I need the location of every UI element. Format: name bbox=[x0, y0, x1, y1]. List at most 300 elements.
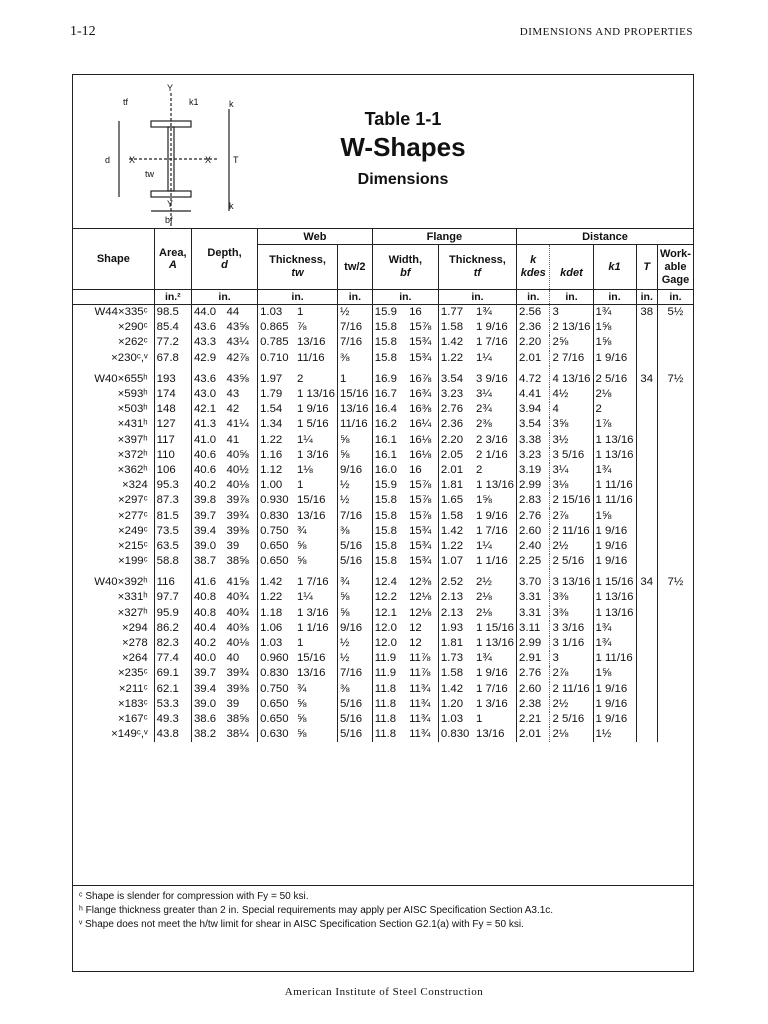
table-cell: 12⅛ bbox=[409, 606, 432, 619]
table-cell: 15.8 bbox=[372, 554, 407, 569]
col-web-half: tw/2 bbox=[337, 245, 372, 290]
table-cell bbox=[636, 402, 657, 417]
table-cell: 5/16 bbox=[337, 727, 372, 742]
table-cell: 16⅛ bbox=[409, 433, 432, 446]
table-cell: 1.18 bbox=[258, 606, 295, 621]
table-cell: 0.865 bbox=[258, 320, 295, 335]
table-cell: 38¼ bbox=[226, 728, 249, 741]
table-cell: ¾ bbox=[296, 682, 307, 695]
table-row bbox=[73, 305, 693, 321]
table-cell: 2.99 bbox=[517, 478, 550, 493]
table-cell: 2 bbox=[475, 463, 483, 476]
table-cell: 1.42 bbox=[258, 569, 295, 590]
table-row bbox=[73, 463, 693, 478]
table-cell bbox=[657, 554, 693, 569]
table-cell: 2⅛ bbox=[475, 591, 492, 604]
table-cell: 38.6 bbox=[191, 712, 224, 727]
table-cell: 40.0 bbox=[191, 651, 224, 666]
table-cell: 95.9 bbox=[154, 606, 191, 621]
table-cell bbox=[657, 508, 693, 523]
table-cell: 41¼ bbox=[226, 418, 249, 431]
table-cell: 12.4 bbox=[372, 569, 407, 590]
table-cell: 42.1 bbox=[191, 402, 224, 417]
table-cell: 13/16 bbox=[475, 728, 505, 741]
table-cell bbox=[657, 433, 693, 448]
table-cell: ⅝ bbox=[337, 448, 372, 463]
table-cell: 1 9/16 bbox=[593, 697, 636, 712]
shape-cell: W40×392ʰ bbox=[94, 576, 148, 589]
table-cell: 13/16 bbox=[296, 509, 326, 522]
shape-cell: ×249ᶜ bbox=[117, 524, 148, 537]
table-cell: 2.60 bbox=[517, 524, 550, 539]
table-cell bbox=[657, 636, 693, 651]
table-row bbox=[73, 651, 693, 666]
table-cell: 40.6 bbox=[191, 448, 224, 463]
table-cell bbox=[636, 590, 657, 605]
table-row bbox=[73, 554, 693, 569]
table-cell: 1 9/16 bbox=[593, 554, 636, 569]
table-cell: 3⅛ bbox=[550, 478, 593, 493]
table-row bbox=[73, 727, 693, 742]
table-cell: 4.72 bbox=[517, 366, 550, 387]
table-row bbox=[73, 366, 693, 387]
table-cell: 9/16 bbox=[337, 621, 372, 636]
table-cell: 4½ bbox=[550, 387, 593, 402]
table-cell: 2⅞ bbox=[550, 508, 593, 523]
table-cell: 5/16 bbox=[337, 554, 372, 569]
units-shape bbox=[73, 290, 154, 305]
diagram-label: Y bbox=[167, 83, 174, 93]
table-cell: 15⅞ bbox=[409, 494, 432, 507]
table-cell: 148 bbox=[154, 402, 191, 417]
table-cell: 40.2 bbox=[191, 478, 224, 493]
table-cell: 38.2 bbox=[191, 727, 224, 742]
table-cell: 39.4 bbox=[191, 682, 224, 697]
table-cell: 1.06 bbox=[258, 621, 295, 636]
table-row bbox=[73, 351, 693, 366]
unit: in. bbox=[517, 290, 550, 305]
table-cell: 1 5/16 bbox=[296, 418, 329, 431]
col-shape: Shape bbox=[73, 229, 154, 290]
table-cell: 1.42 bbox=[438, 524, 474, 539]
table-cell: 40.8 bbox=[191, 606, 224, 621]
table-cell: 15.8 bbox=[372, 508, 407, 523]
table-cell: 16.7 bbox=[372, 387, 407, 402]
table-cell: 2.13 bbox=[438, 590, 474, 605]
table-cell: 11¾ bbox=[409, 712, 431, 725]
table-cell: ⅜ bbox=[337, 682, 372, 697]
unit: in. bbox=[191, 290, 257, 305]
page-footer: American Institute of Steel Construction bbox=[284, 986, 484, 998]
table-cell bbox=[657, 463, 693, 478]
table-cell: 1 3/16 bbox=[296, 448, 329, 461]
table-cell: 11⅞ bbox=[409, 652, 431, 665]
table-cell bbox=[636, 335, 657, 350]
table-cell: 2.56 bbox=[517, 305, 550, 321]
table-cell: 1 7/16 bbox=[475, 336, 508, 349]
table-cell: 1.42 bbox=[438, 335, 474, 350]
table-cell: 2⅛ bbox=[550, 727, 593, 742]
shape-cell: W40×655ʰ bbox=[94, 372, 148, 385]
table-cell: 3 1/16 bbox=[550, 636, 593, 651]
table-cell bbox=[657, 621, 693, 636]
table-cell: ½ bbox=[337, 636, 372, 651]
table-cell: 2 11/16 bbox=[550, 524, 593, 539]
table-cell: ⅝ bbox=[337, 433, 372, 448]
table-row bbox=[73, 539, 693, 554]
table-cell: 3.31 bbox=[517, 590, 550, 605]
table-cell bbox=[657, 666, 693, 681]
table-cell bbox=[636, 508, 657, 523]
table-cell: 3 9/16 bbox=[475, 372, 508, 385]
table-cell: 1⅝ bbox=[593, 320, 636, 335]
table-cell bbox=[657, 727, 693, 742]
diagram-label: bf bbox=[165, 215, 173, 225]
table-row bbox=[73, 508, 693, 523]
table-cell: 15¾ bbox=[409, 336, 432, 349]
table-cell: 193 bbox=[154, 366, 191, 387]
table-cell: 16⅞ bbox=[409, 372, 432, 385]
table-cell: 2.01 bbox=[438, 463, 474, 478]
table-cell: 1 13/16 bbox=[296, 388, 335, 401]
table-cell bbox=[636, 712, 657, 727]
table-cell: 2 5/16 bbox=[550, 712, 593, 727]
table-cell: 2¾ bbox=[475, 403, 492, 416]
table-cell: 1 9/16 bbox=[593, 712, 636, 727]
col-distance: Distance bbox=[517, 229, 694, 245]
table-cell: 43¼ bbox=[226, 336, 249, 349]
table-cell: 1¾ bbox=[593, 621, 636, 636]
table-cell: 0.930 bbox=[258, 493, 295, 508]
diagram-label: k bbox=[229, 201, 234, 211]
table-cell: 1 1/16 bbox=[475, 555, 508, 568]
table-cell: 3.94 bbox=[517, 402, 550, 417]
table-cell bbox=[657, 493, 693, 508]
table-cell bbox=[636, 682, 657, 697]
table-cell: 1.12 bbox=[258, 463, 295, 478]
table-cell: 1 7/16 bbox=[475, 524, 508, 537]
table-cell: 1 9/16 bbox=[593, 682, 636, 697]
table-cell: 38.7 bbox=[191, 554, 224, 569]
table-cell: 116 bbox=[154, 569, 191, 590]
table-cell: 43⅝ bbox=[226, 321, 249, 334]
table-cell: 67.8 bbox=[154, 351, 191, 366]
table-cell: 42.9 bbox=[191, 351, 224, 366]
table-cell: 1.54 bbox=[258, 402, 295, 417]
table-cell: 11.8 bbox=[372, 697, 407, 712]
table-cell: 3.54 bbox=[517, 417, 550, 432]
table-cell: 1 1/16 bbox=[296, 621, 329, 634]
table-cell: 15.8 bbox=[372, 320, 407, 335]
table-cell: 77.2 bbox=[154, 335, 191, 350]
table-cell: 2 11/16 bbox=[550, 682, 593, 697]
table-cell: 2.83 bbox=[517, 493, 550, 508]
table-cell: 0.750 bbox=[258, 524, 295, 539]
unit: in. bbox=[438, 290, 516, 305]
table-cell: 0.650 bbox=[258, 697, 295, 712]
table-cell: 3⅜ bbox=[550, 590, 593, 605]
table-cell: 39¾ bbox=[226, 667, 249, 680]
table-cell bbox=[636, 448, 657, 463]
table-cell bbox=[657, 606, 693, 621]
table-cell bbox=[657, 697, 693, 712]
table-cell: 1¼ bbox=[475, 351, 492, 364]
table-cell: 1⅛ bbox=[296, 463, 313, 476]
table-cell: 39 bbox=[226, 539, 240, 552]
table-cell: 2.36 bbox=[438, 417, 474, 432]
table-cell: 11.9 bbox=[372, 666, 407, 681]
table-row bbox=[73, 402, 693, 417]
table-cell: 34 bbox=[636, 366, 657, 387]
table-cell: 9/16 bbox=[337, 463, 372, 478]
shape-cell: ×211ᶜ bbox=[118, 682, 148, 695]
col-depth: Depth, d bbox=[191, 229, 257, 290]
shape-cell: ×277ᶜ bbox=[117, 509, 148, 522]
table-cell bbox=[636, 554, 657, 569]
table-row bbox=[73, 636, 693, 651]
col-area: Area, A bbox=[154, 229, 191, 290]
table-cell: 15¾ bbox=[409, 524, 432, 537]
table-cell: 41.6 bbox=[191, 569, 224, 590]
table-cell: 1.77 bbox=[438, 305, 474, 321]
shape-cell: ×149ᶜ,ᵛ bbox=[111, 728, 148, 741]
table-cell: 0.650 bbox=[258, 554, 295, 569]
table-cell: 12.0 bbox=[372, 636, 407, 651]
table-cell: 41.0 bbox=[191, 433, 224, 448]
table-cell: 15/16 bbox=[296, 494, 326, 507]
table-cell: 16⅜ bbox=[409, 403, 432, 416]
table-cell: 2.25 bbox=[517, 554, 550, 569]
table-cell: ⅜ bbox=[337, 351, 372, 366]
diagram-label: X bbox=[205, 155, 212, 165]
unit: in.² bbox=[154, 290, 191, 305]
table-cell bbox=[636, 463, 657, 478]
table-cell: 1 9/16 bbox=[296, 403, 329, 416]
table-cell bbox=[657, 478, 693, 493]
table-cell: 0.650 bbox=[258, 539, 295, 554]
table-cell: 1.20 bbox=[438, 697, 474, 712]
table-cell: 2 13/16 bbox=[550, 320, 593, 335]
table-cell: 15.8 bbox=[372, 351, 407, 366]
table-cell: 39.7 bbox=[191, 508, 224, 523]
table-cell: 39⅜ bbox=[226, 524, 249, 537]
table-cell: 15.8 bbox=[372, 524, 407, 539]
unit: in. bbox=[258, 290, 338, 305]
table-cell: 1 bbox=[296, 637, 304, 650]
table-cell: 5/16 bbox=[337, 712, 372, 727]
table-cell: 1¼ bbox=[296, 433, 313, 446]
table-cell: 3½ bbox=[550, 433, 593, 448]
table-cell: 97.7 bbox=[154, 590, 191, 605]
table-cell: 3.23 bbox=[517, 448, 550, 463]
table-cell: 12 bbox=[409, 637, 422, 650]
table-cell: 2.01 bbox=[517, 351, 550, 366]
table-cell: 5/16 bbox=[337, 697, 372, 712]
table-cell: 41⅝ bbox=[226, 576, 249, 589]
table-cell: 1.22 bbox=[438, 351, 474, 366]
table-row bbox=[73, 387, 693, 402]
table-cell: 5½ bbox=[657, 305, 693, 321]
table-body bbox=[73, 305, 693, 743]
table-cell: 3.70 bbox=[517, 569, 550, 590]
shape-cell: W44×335ᶜ bbox=[94, 306, 148, 319]
table-cell: 15.9 bbox=[372, 305, 407, 321]
shape-cell: ×431ʰ bbox=[117, 418, 148, 431]
table-cell: 1 3/16 bbox=[296, 606, 329, 619]
footnote: ᶜ Shape is slender for compression with Fy = 50 ksi. bbox=[79, 891, 309, 902]
table-cell bbox=[657, 448, 693, 463]
table-cell: 1.73 bbox=[438, 651, 474, 666]
table-cell: 3⅝ bbox=[550, 417, 593, 432]
table-cell: 43.8 bbox=[154, 727, 191, 742]
table-number: Table 1-1 bbox=[364, 109, 442, 129]
table-cell: 11¾ bbox=[409, 697, 431, 710]
table-cell: 1⅞ bbox=[593, 417, 636, 432]
table-cell: 11¾ bbox=[409, 682, 431, 695]
table-cell: 0.960 bbox=[258, 651, 295, 666]
table-cell: 0.830 bbox=[258, 508, 295, 523]
table-cell: 1¾ bbox=[593, 636, 636, 651]
table-cell: 1 9/16 bbox=[475, 321, 508, 334]
table-cell: 1.93 bbox=[438, 621, 474, 636]
table-cell: 1.07 bbox=[438, 554, 474, 569]
table-cell: ¾ bbox=[337, 569, 372, 590]
table-cell: 1 bbox=[475, 712, 483, 725]
shape-cell: ×331ʰ bbox=[117, 591, 148, 604]
table-row bbox=[73, 478, 693, 493]
table-cell: 110 bbox=[154, 448, 191, 463]
unit: in. bbox=[636, 290, 657, 305]
table-cell bbox=[657, 417, 693, 432]
footnote: ʰ Flange thickness greater than 2 in. Special requirements may apply per AISC Specification Section A3.1c. bbox=[79, 905, 554, 916]
table-cell: 0.650 bbox=[258, 712, 295, 727]
table-cell: 15.8 bbox=[372, 493, 407, 508]
table-cell: 1⅝ bbox=[593, 508, 636, 523]
unit: in. bbox=[593, 290, 636, 305]
col-T: T bbox=[636, 245, 657, 290]
table-cell: 2 5/16 bbox=[550, 554, 593, 569]
title-block bbox=[273, 109, 533, 189]
table-cell: 1 13/16 bbox=[475, 637, 514, 650]
table-cell: 1 11/16 bbox=[593, 493, 636, 508]
table-cell: 1.00 bbox=[258, 478, 295, 493]
table-cell: 39.7 bbox=[191, 666, 224, 681]
table-cell bbox=[636, 697, 657, 712]
table-row bbox=[73, 524, 693, 539]
shape-cell: ×503ʰ bbox=[117, 403, 148, 416]
diagram-label: Y bbox=[167, 199, 174, 209]
table-row bbox=[73, 621, 693, 636]
table-cell: 40⅜ bbox=[226, 621, 249, 634]
table-cell: 1.58 bbox=[438, 320, 474, 335]
unit: in. bbox=[550, 290, 593, 305]
table-cell: 15.8 bbox=[372, 335, 407, 350]
table-cell: 2.76 bbox=[517, 508, 550, 523]
table-cell bbox=[636, 417, 657, 432]
table-cell: 4 13/16 bbox=[550, 366, 593, 387]
table-cell bbox=[636, 387, 657, 402]
shape-cell: ×290ᶜ bbox=[117, 321, 148, 334]
table-cell: 2 1/16 bbox=[475, 448, 508, 461]
table-title: W-Shapes bbox=[340, 132, 466, 162]
table-cell: 2.76 bbox=[438, 402, 474, 417]
table-cell: 1 bbox=[296, 479, 304, 492]
table-cell: 34 bbox=[636, 569, 657, 590]
shape-cell: ×372ʰ bbox=[117, 448, 148, 461]
table-cell: ⅝ bbox=[337, 590, 372, 605]
table-cell: 16 bbox=[409, 463, 422, 476]
table-cell: 15⅞ bbox=[409, 321, 432, 334]
table-row bbox=[73, 335, 693, 350]
table-cell: ⅝ bbox=[296, 555, 307, 568]
table-cell: 1 3/16 bbox=[475, 697, 508, 710]
table-cell: 12⅜ bbox=[409, 576, 432, 589]
table-cell: 40 bbox=[226, 652, 240, 665]
table-cell: 2 bbox=[296, 372, 304, 385]
table-frame bbox=[72, 74, 694, 972]
shape-cell: ×264 bbox=[122, 652, 148, 665]
table-cell: 13/16 bbox=[337, 402, 372, 417]
table-cell: 1 13/16 bbox=[593, 433, 636, 448]
table-cell: 1 15/16 bbox=[475, 621, 514, 634]
footnote: ᵛ Shape does not meet the h/tw limit for shear in AISC Specification Section G2.1(a) with Fy = 50 ksi. bbox=[79, 919, 524, 930]
table-cell: 0.630 bbox=[258, 727, 295, 742]
table-cell bbox=[636, 539, 657, 554]
table-cell: 2.76 bbox=[517, 666, 550, 681]
table-cell: 1.16 bbox=[258, 448, 295, 463]
table-cell: 1 9/16 bbox=[593, 539, 636, 554]
table-cell: 1 13/16 bbox=[593, 448, 636, 463]
table-cell: 15.9 bbox=[372, 478, 407, 493]
table-cell: 1 bbox=[337, 366, 372, 387]
table-cell: 42 bbox=[226, 403, 240, 416]
shape-cell: ×362ʰ bbox=[117, 463, 148, 476]
table-cell: ⅜ bbox=[337, 524, 372, 539]
table-cell: 2.13 bbox=[438, 606, 474, 621]
table-cell: 39.0 bbox=[191, 697, 224, 712]
table-cell bbox=[636, 433, 657, 448]
table-cell bbox=[636, 666, 657, 681]
table-cell: 39⅜ bbox=[226, 682, 249, 695]
table-cell: 4 bbox=[550, 402, 593, 417]
table-cell: 11.8 bbox=[372, 712, 407, 727]
table-cell: 1¾ bbox=[593, 305, 636, 321]
table-cell: 40⅛ bbox=[226, 637, 249, 650]
table-cell: 15¾ bbox=[409, 539, 432, 552]
table-cell: 1.79 bbox=[258, 387, 295, 402]
table-cell bbox=[657, 351, 693, 366]
shape-cell: ×297ᶜ bbox=[117, 494, 148, 507]
table-cell: 16 bbox=[409, 306, 422, 319]
page-header: DIMENSIONS AND PROPERTIES bbox=[519, 26, 693, 38]
diagram-label: tw bbox=[145, 169, 154, 179]
table-cell: ⅝ bbox=[337, 606, 372, 621]
shape-cell: ×230ᶜ,ᵛ bbox=[111, 351, 148, 364]
table-cell: 85.4 bbox=[154, 320, 191, 335]
table-cell: 2.01 bbox=[517, 727, 550, 742]
table-cell: 3.31 bbox=[517, 606, 550, 621]
table-cell bbox=[636, 636, 657, 651]
table-cell: 2.40 bbox=[517, 539, 550, 554]
table-cell: 1.97 bbox=[258, 366, 295, 387]
table-cell: 0.785 bbox=[258, 335, 295, 350]
table-cell: 1.42 bbox=[438, 682, 474, 697]
table-cell: 58.8 bbox=[154, 554, 191, 569]
table-cell: 1.65 bbox=[438, 493, 474, 508]
col-web: Web bbox=[258, 229, 373, 245]
table-cell: 38⅝ bbox=[226, 555, 249, 568]
table-cell: 2.05 bbox=[438, 448, 474, 463]
